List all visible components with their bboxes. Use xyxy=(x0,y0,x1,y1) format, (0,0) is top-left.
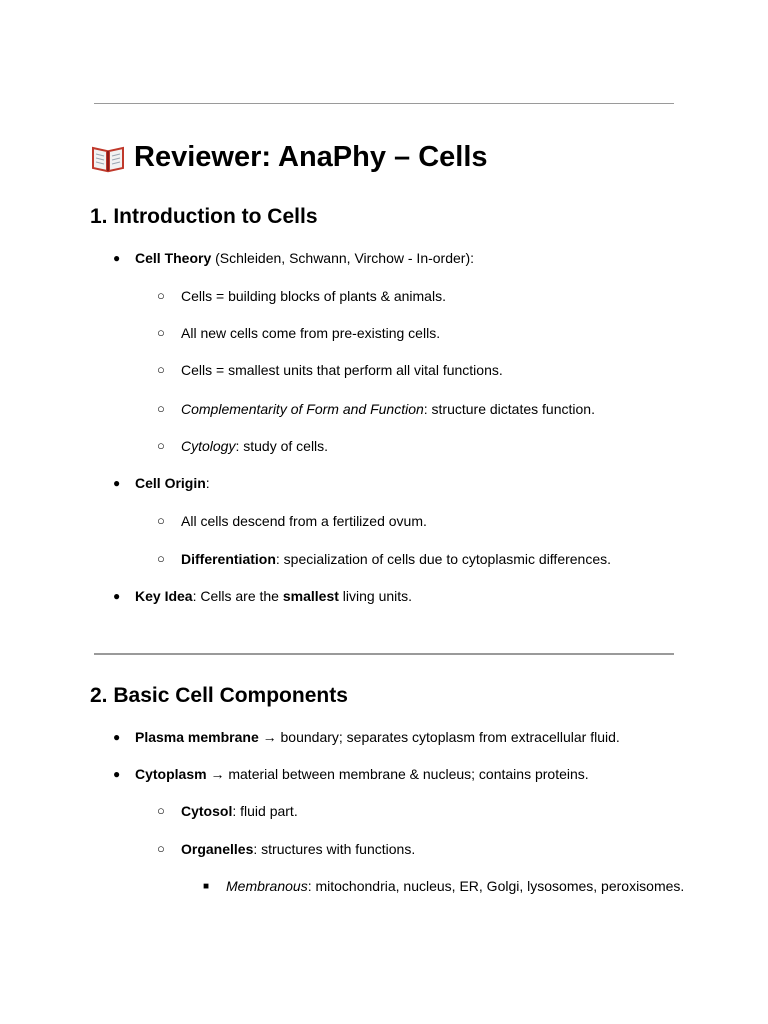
text: : Cells are the xyxy=(192,588,283,604)
list-item-plasma-membrane xyxy=(135,728,620,746)
list-item-differentiation xyxy=(181,550,611,568)
bullet-circle: ○ xyxy=(157,438,165,453)
term: Organelles xyxy=(181,841,254,857)
term: Cytology xyxy=(181,438,236,454)
text: → material between membrane & nucleus; contains proteins. xyxy=(206,766,589,782)
text: : xyxy=(205,475,210,491)
list-item-membranous xyxy=(226,877,684,895)
text: : structures with functions. xyxy=(253,841,416,857)
list-item-cell-origin xyxy=(135,474,210,492)
term: Cell Theory xyxy=(135,250,212,266)
bullet-circle: ○ xyxy=(157,513,165,528)
term: Cytoplasm xyxy=(135,766,207,782)
section-heading-introduction: 1. Introduction to Cells xyxy=(90,205,318,228)
text: : fluid part. xyxy=(232,803,298,819)
list-item-cell-theory xyxy=(135,249,474,267)
list-item: All cells descend from a fertilized ovum. xyxy=(181,513,427,529)
text: (Schleiden, Schwann, Virchow - In-order): xyxy=(211,250,474,266)
open-book-icon xyxy=(91,143,125,173)
horizontal-rule-section-divider xyxy=(94,653,674,655)
list-item-organelles xyxy=(181,840,415,858)
page-title xyxy=(91,141,488,174)
text: : mitochondria, nucleus, ER, Golgi, lysosomes, peroxisomes. xyxy=(307,878,685,894)
bullet-disc: ● xyxy=(113,730,121,744)
term: Differentiation xyxy=(181,551,276,567)
term: Cell Origin xyxy=(135,475,206,491)
bullet-disc: ● xyxy=(113,251,121,265)
bullet-circle: ○ xyxy=(157,551,165,566)
list-item: Cells = smallest units that perform all vital functions. xyxy=(181,362,503,378)
list-item: All new cells come from pre-existing cells. xyxy=(181,325,441,341)
text: : structure dictates function. xyxy=(423,401,595,417)
text: : study of cells. xyxy=(235,438,329,454)
term: Complementarity of Form and Function xyxy=(181,401,424,417)
term: Membranous xyxy=(226,878,308,894)
emphasis: smallest xyxy=(282,588,339,604)
list-item-complementarity xyxy=(181,400,595,418)
bullet-circle: ○ xyxy=(157,841,165,856)
bullet-circle: ○ xyxy=(157,362,165,377)
bullet-circle: ○ xyxy=(157,288,165,303)
bullet-circle: ○ xyxy=(157,325,165,340)
bullet-disc: ● xyxy=(113,589,121,603)
list-item-cytosol xyxy=(181,802,298,820)
bullet-circle: ○ xyxy=(157,803,165,818)
text: living units. xyxy=(338,588,413,604)
bullet-circle: ○ xyxy=(157,401,165,416)
term: Plasma membrane xyxy=(135,729,259,745)
list-item-cytoplasm xyxy=(135,765,589,783)
bullet-disc: ● xyxy=(113,767,121,781)
page-title-text: Reviewer: AnaPhy – Cells xyxy=(134,141,488,173)
list-item-cytology xyxy=(181,437,328,455)
list-item-key-idea xyxy=(135,587,412,605)
term: Key Idea xyxy=(135,588,193,604)
bullet-square: ■ xyxy=(203,881,210,892)
bullet-disc: ● xyxy=(113,476,121,490)
section-heading-basic-components: 2. Basic Cell Components xyxy=(90,684,348,707)
horizontal-rule-top xyxy=(94,103,674,104)
list-item: Cells = building blocks of plants & animals. xyxy=(181,288,446,304)
text: : specialization of cells due to cytoplasmic differences. xyxy=(275,551,612,567)
text: → boundary; separates cytoplasm from extracellular fluid. xyxy=(258,729,620,745)
term: Cytosol xyxy=(181,803,233,819)
